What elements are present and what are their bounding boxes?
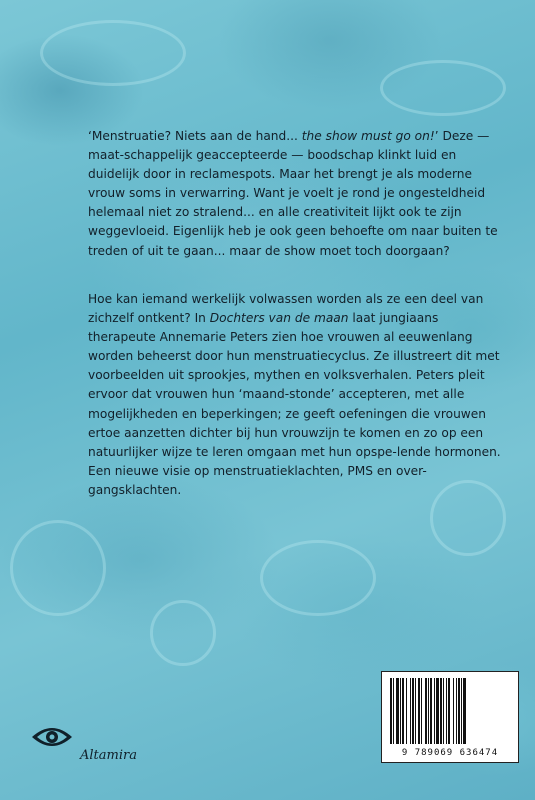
- description-paragraph-2: Hoe kan iemand werkelijk volwassen worden als ze een deel van zichzelf ontkent? In Dochters van de maan laat jungiaans therapeute Annemarie Peters zien hoe vrouwen al eeuwenlang worden beheerst door hun menstruatiecyclus. Ze illustreert dit met voorbeelden uit sprookjes, mythen en volksverhalen. Peters pleit ervoor dat vrouwen hun ‘maand-stonde’ accepteren, met alle mogelijkheden en beperkingen; ze geeft oefeningen die vrouwen ertoe aanzetten dichter bij hun vrouwzijn te komen en zo op een natuurlijker wijze te leren omgaan met hun opspe-lende hormonen. Een nieuwe visie op menstruatieklachten, PMS en over-gangsklachten.: [88, 292, 501, 497]
- description-paragraph-1: ‘Menstruatie? Niets aan de hand... the show must go on!’ Deze — maat-schappelijk geaccepteerde — boodschap klinkt luid en duidelijk door in reclamespots. Maar het brengt je als moderne vrouw soms in verwarring. Want je voelt je rond je ongesteldheid helemaal niet zo stralend... en alle creativiteit lijkt ook te zijn weggevloeid. Eigenlijk heb je ook geen behoefte om naar buiten te treden of uit te gaan... maar de show moet toch doorgaan?: [88, 129, 498, 258]
- eye-logo-icon: [30, 723, 74, 751]
- background-swirl: [380, 60, 506, 116]
- book-title: Dochters van de maan: [209, 311, 349, 326]
- background-swirl: [150, 600, 216, 666]
- background-swirl: [260, 540, 376, 616]
- isbn-number: 9 789069 636474: [401, 748, 499, 758]
- barcode-bars: [388, 678, 512, 744]
- publisher-name: Altamira: [80, 748, 137, 763]
- background-swirl: [10, 520, 106, 616]
- isbn-barcode: [381, 671, 519, 763]
- tagline-emphasis: the show must go on!: [301, 129, 435, 143]
- background-swirl: [40, 20, 186, 86]
